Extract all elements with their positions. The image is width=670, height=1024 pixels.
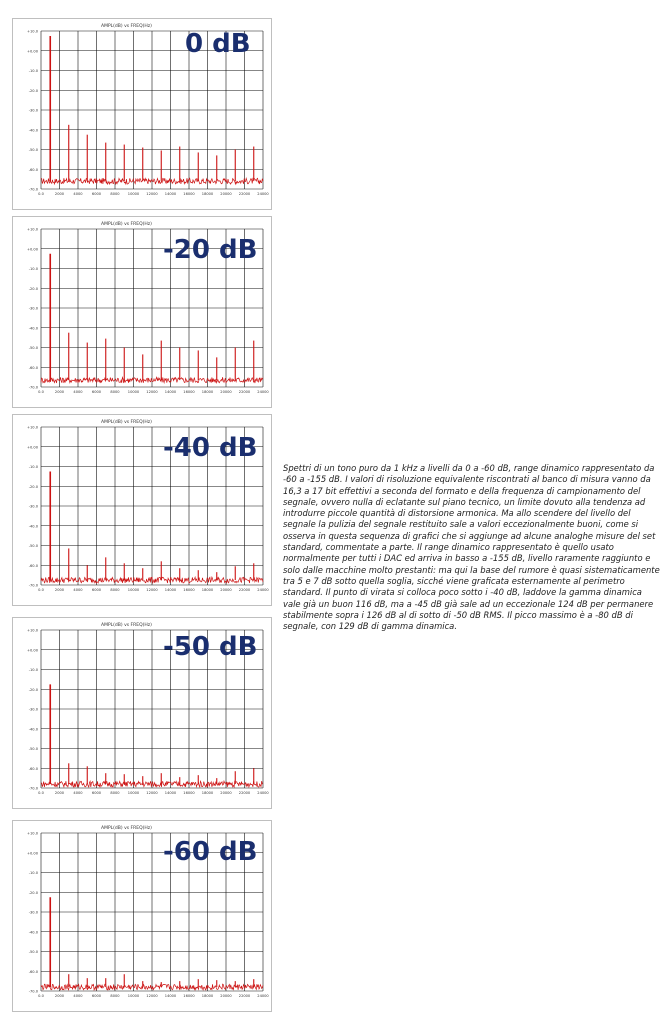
- y-tick-label: -60.0: [28, 365, 38, 370]
- x-tick-label: 0.0: [38, 390, 44, 394]
- x-tick-label: 0.0: [38, 791, 44, 795]
- x-tick-label: 2000: [54, 588, 65, 592]
- y-tick-label: -60.0: [28, 167, 38, 172]
- x-tick-label: 10000: [127, 390, 140, 394]
- y-tick-label: +0.00: [26, 49, 38, 54]
- y-tick-label: -10.0: [28, 69, 38, 73]
- x-tick-label: 14000: [164, 390, 177, 394]
- y-tick-label: -10.0: [28, 871, 38, 875]
- x-tick-label: 24000: [257, 994, 269, 998]
- y-tick-label: -60.0: [28, 969, 38, 974]
- x-tick-label: 10000: [127, 994, 140, 998]
- x-tick-label: 12000: [146, 994, 158, 998]
- y-tick-label: -70.0: [28, 989, 38, 994]
- chart-panel-minus20db: [12, 216, 272, 408]
- x-tick-label: 2000: [54, 390, 65, 394]
- y-tick-label: -50.0: [28, 950, 38, 954]
- x-tick-label: 20000: [220, 390, 232, 394]
- x-tick-label: 2000: [54, 994, 65, 998]
- y-tick-label: -30.0: [28, 910, 38, 915]
- x-tick-label: 6000: [91, 390, 102, 394]
- y-tick-label: +0.00: [26, 445, 38, 450]
- figure-caption: Spettri di un tono puro da 1 kHz a livelli da 0 a -60 dB, range dinamico rappresentato da -60 a -155 dB. I valori di risoluzione equivalente riscontrati al banco di misura vanno da 16,3 a 17 bit effettivi a seconda del formato e della frequenza di campionamento del segnale, ovvero nulla di eclatante sul piano tecnico, un limite dovuto alla tendenza ad introdurre piccole quantità di distorsione armonica. Ma allo scendere del livello del segnale la pulizia del segnale restituito sale a valori eccezionalmente buoni, come si osserva in questa sequenza di grafici che si aggiunge ad alcune analoghe misure del set standard, commentate a parte. Il range dinamico rappresentato è quello usato normalmente per tutti i DAC ed arriva in basso a -155 dB, livello raramente raggiunto e solo dalle macchine molto prestanti: ma qui la base del rumore è quasi sistematicamente tra 5 e 7 dB sotto quella soglia, sicché viene graficata esternamente al perimetro standard. Il punto di virata si colloca poco sotto i -40 dB, laddove la gamma dinamica vale già un buon 116 dB, ma a -45 dB già sale ad un eccezionale 124 dB per permanere stabilmente sopra i 126 dB al di sotto di -50 dB RMS. Il picco massimo è a -80 dB di segnale, con 129 dB di gamma dinamica.: [283, 463, 660, 632]
- y-tick-label: -30.0: [28, 504, 38, 509]
- x-tick-label: 4000: [73, 994, 83, 998]
- level-label: 0 dB: [185, 29, 251, 59]
- y-tick-label: -60.0: [28, 563, 38, 568]
- level-label: -60 dB: [163, 837, 258, 867]
- chart-panel-0db: [12, 18, 272, 210]
- x-tick-label: 10000: [127, 192, 140, 196]
- y-tick-label: -40.0: [28, 326, 38, 331]
- x-tick-label: 0.0: [38, 192, 44, 196]
- x-tick-label: 0.0: [38, 994, 44, 998]
- y-tick-label: -10.0: [28, 267, 38, 271]
- x-tick-label: 16000: [183, 588, 195, 592]
- legend-text: AMPL(dB) vs FREQ(Hz): [101, 826, 152, 831]
- x-tick-label: 12000: [146, 192, 158, 196]
- chart-panel-minus40db: [12, 414, 272, 606]
- legend-text: AMPL(dB) vs FREQ(Hz): [101, 24, 152, 29]
- x-tick-label: 6000: [91, 588, 102, 592]
- y-tick-label: -70.0: [28, 786, 38, 791]
- x-tick-label: 4000: [73, 588, 83, 592]
- x-tick-label: 22000: [238, 390, 251, 394]
- y-tick-label: -20.0: [28, 484, 38, 489]
- y-tick-label: +10.0: [26, 29, 38, 34]
- x-tick-label: 8000: [110, 791, 120, 795]
- x-tick-label: 6000: [91, 994, 102, 998]
- x-tick-label: 18000: [201, 192, 214, 196]
- x-tick-label: 16000: [183, 791, 195, 795]
- x-tick-label: 20000: [220, 994, 232, 998]
- x-tick-label: 24000: [257, 390, 269, 394]
- x-tick-label: 12000: [146, 791, 158, 795]
- x-tick-label: 22000: [238, 994, 251, 998]
- x-tick-label: 8000: [110, 390, 120, 394]
- y-tick-label: -70.0: [28, 385, 38, 390]
- x-tick-label: 14000: [164, 994, 177, 998]
- x-tick-label: 24000: [257, 791, 269, 795]
- legend-text: AMPL(dB) vs FREQ(Hz): [101, 222, 152, 227]
- x-tick-label: 8000: [110, 192, 120, 196]
- x-tick-label: 4000: [73, 791, 83, 795]
- y-tick-label: -50.0: [28, 747, 38, 751]
- y-tick-label: -30.0: [28, 707, 38, 712]
- x-tick-label: 2000: [54, 791, 65, 795]
- y-tick-label: +10.0: [26, 831, 38, 836]
- y-tick-label: -40.0: [28, 524, 38, 529]
- x-tick-label: 24000: [257, 588, 269, 592]
- y-tick-label: -40.0: [28, 930, 38, 935]
- y-tick-label: -10.0: [28, 668, 38, 672]
- y-tick-label: -40.0: [28, 128, 38, 133]
- y-tick-label: +10.0: [26, 628, 38, 633]
- x-tick-label: 10000: [127, 791, 140, 795]
- x-tick-label: 16000: [183, 192, 195, 196]
- x-tick-label: 18000: [201, 588, 214, 592]
- y-tick-label: +10.0: [26, 227, 38, 232]
- x-tick-label: 16000: [183, 994, 195, 998]
- x-tick-label: 14000: [164, 588, 177, 592]
- x-tick-label: 18000: [201, 791, 214, 795]
- y-tick-label: -50.0: [28, 148, 38, 152]
- x-tick-label: 22000: [238, 588, 251, 592]
- y-tick-label: -70.0: [28, 583, 38, 588]
- y-tick-label: -50.0: [28, 544, 38, 548]
- x-tick-label: 16000: [183, 390, 195, 394]
- x-tick-label: 12000: [146, 588, 158, 592]
- x-tick-label: 6000: [91, 791, 102, 795]
- y-tick-label: +0.00: [26, 247, 38, 252]
- y-tick-label: -30.0: [28, 108, 38, 113]
- y-tick-label: -60.0: [28, 766, 38, 771]
- y-tick-label: -20.0: [28, 890, 38, 895]
- x-tick-label: 6000: [91, 192, 102, 196]
- x-tick-label: 2000: [54, 192, 65, 196]
- legend-text: AMPL(dB) vs FREQ(Hz): [101, 420, 152, 425]
- chart-panel-minus50db: [12, 617, 272, 809]
- y-tick-label: -30.0: [28, 306, 38, 311]
- x-tick-label: 14000: [164, 791, 177, 795]
- x-tick-label: 12000: [146, 390, 158, 394]
- y-tick-label: +10.0: [26, 425, 38, 430]
- x-tick-label: 4000: [73, 192, 83, 196]
- y-tick-label: +0.00: [26, 648, 38, 653]
- y-tick-label: -70.0: [28, 187, 38, 192]
- x-tick-label: 22000: [238, 791, 251, 795]
- level-label: -40 dB: [163, 433, 258, 463]
- y-tick-label: -20.0: [28, 687, 38, 692]
- x-tick-label: 24000: [257, 192, 269, 196]
- level-label: -50 dB: [163, 632, 258, 662]
- x-tick-label: 4000: [73, 390, 83, 394]
- x-tick-label: 18000: [201, 994, 214, 998]
- x-tick-label: 20000: [220, 192, 232, 196]
- y-tick-label: +0.00: [26, 851, 38, 856]
- y-tick-label: -20.0: [28, 286, 38, 291]
- x-tick-label: 20000: [220, 791, 232, 795]
- level-label: -20 dB: [163, 235, 258, 265]
- x-tick-label: 0.0: [38, 588, 44, 592]
- chart-panel-minus60db: [12, 820, 272, 1012]
- x-tick-label: 22000: [238, 192, 251, 196]
- x-tick-label: 8000: [110, 994, 120, 998]
- y-tick-label: -50.0: [28, 346, 38, 350]
- x-tick-label: 14000: [164, 192, 177, 196]
- x-tick-label: 8000: [110, 588, 120, 592]
- y-tick-label: -10.0: [28, 465, 38, 469]
- y-tick-label: -40.0: [28, 727, 38, 732]
- y-tick-label: -20.0: [28, 88, 38, 93]
- x-tick-label: 20000: [220, 588, 232, 592]
- x-tick-label: 10000: [127, 588, 140, 592]
- legend-text: AMPL(dB) vs FREQ(Hz): [101, 623, 152, 628]
- x-tick-label: 18000: [201, 390, 214, 394]
